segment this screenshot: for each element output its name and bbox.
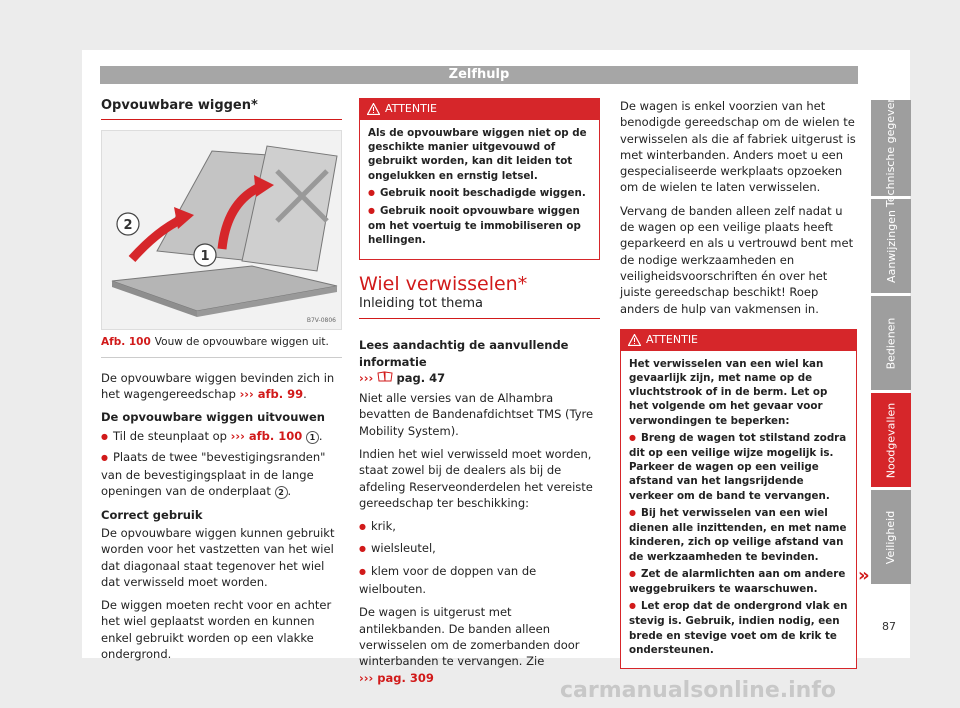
location-text: De opvouwbare wiggen bevinden zich in het wagengereedschap (101, 370, 335, 401)
read-info (359, 337, 600, 386)
paragraph-tools: Indien het wiel verwisseld moet worden, staat zowel bij de dealers als bij de afdeling Reserveonderdelen het vereiste gereedschap ter beschikking: (359, 447, 593, 510)
figure-wedges (101, 130, 342, 330)
warning-title: ATTENTIE (385, 102, 438, 115)
ref-afb-100[interactable]: ››› afb. 100 (230, 429, 303, 444)
tab-label: Noodgevallen (884, 402, 898, 478)
tab-label: Technische gegevens (884, 89, 898, 207)
list-item-text: krik, (370, 519, 396, 534)
warning-triangle-icon (628, 334, 641, 346)
warning-bullet (629, 567, 848, 596)
warning-bullet (629, 599, 848, 657)
bullet-marker (359, 541, 371, 555)
list-item-text: klem voor de doppen van de wielbouten. (359, 563, 537, 597)
watermark: carmanualsonline.info (560, 678, 836, 703)
read-info-text: Lees aandachtig de aanvullende informatie (359, 338, 569, 369)
bullet-marker (101, 429, 113, 443)
paragraph-location (101, 370, 342, 403)
bullet-1-end: . (318, 429, 323, 444)
warning-bullet (629, 506, 848, 564)
tab-technische-gegevens[interactable] (871, 89, 911, 207)
warning-bullet-text: Breng de wagen tot stilstand zodra dit op een veilige wijze mogelijk is. Parkeer de wagen op een veilige afstand van het langsrijdende verkeer om de band te vervangen. (629, 431, 847, 502)
warning-triangle-icon (367, 103, 380, 115)
warning-header (359, 98, 600, 120)
bullet-marker (359, 564, 371, 578)
callout-1: 1 (200, 249, 210, 265)
paragraph-tyres (359, 604, 600, 685)
section-title-wheel: Wiel verwisselen* (359, 272, 528, 295)
bullet-2-text: Plaats de twee "bevestigingsranden" van de bevestigingsplaat in de lange openingen van de onderplaat (101, 449, 326, 499)
step-number-1: 1 (306, 431, 319, 444)
warning-bullet (368, 204, 591, 248)
tab-bedienen[interactable] (871, 296, 911, 390)
warning-bullet-text: Zet de alarmlichten aan om andere weggebruikers te waarschuwen. (629, 567, 846, 595)
list-item (359, 518, 600, 536)
chapter-header: Zelfhulp (100, 66, 858, 84)
bullet-2-end: . (287, 484, 292, 499)
ref-pag-309[interactable]: ››› pag. 309 (359, 670, 434, 685)
warning-intro: Het verwisselen van een wiel kan gevaarlijk zijn, met name op de vluchtstrook of in de berm. Let op het volgende om het gevaar voor verwondingen te beperken: (629, 357, 828, 427)
warning-box-wedges (359, 98, 600, 260)
paragraph-versions: Niet alle versies van de Alhambra bevatten de Bandenafdichtset TMS (Tyre Mobility System). (359, 391, 594, 438)
continue-marker: » (858, 565, 870, 586)
wedge-illustration (102, 131, 341, 329)
caption-text: Vouw de opvouwbare wiggen uit. (154, 336, 329, 349)
bullet-marker (629, 600, 641, 612)
warning-bullet-text: Let erop dat de ondergrond vlak en stevig is. Gebruik, indien nodig, een brede en stevige voet om de krik te ondersteunen. (629, 600, 848, 656)
book-icon (377, 371, 393, 382)
warning-intro: Als de opvouwbare wiggen niet op de geschikte manier uitgevouwd of gebruikt worden, kan dit leiden tot ongelukken en ernstig letsel. (368, 127, 587, 182)
tyres-text: De wagen is uitgerust met antilekbanden. De banden alleen verwisselen om de zomerbanden door winterbanden te vervangen. Zie (359, 605, 580, 669)
bullet-marker (629, 432, 641, 444)
tab-noodgevallen[interactable] (871, 393, 911, 487)
warning-title: ATTENTIE (646, 332, 699, 346)
base-plate (112, 266, 337, 311)
ref-afb-99[interactable]: ››› afb. 99 (239, 386, 304, 401)
column-1 (101, 98, 342, 669)
warning-header (620, 329, 857, 351)
tab-label: Aanwijzingen (884, 209, 898, 283)
tab-veiligheid[interactable] (871, 490, 911, 584)
column-2 (359, 98, 600, 693)
bullet-marker (368, 187, 380, 199)
chapter-tabs (871, 89, 911, 587)
bullet-marker (359, 519, 371, 533)
column-3 (620, 98, 857, 669)
ref-pag-47[interactable]: pag. 47 (396, 370, 446, 385)
bullet-lift-plate (101, 428, 342, 446)
list-item (359, 540, 600, 558)
bullet-marker (629, 568, 641, 580)
warning-body (620, 351, 857, 669)
warning-bullet (368, 186, 591, 201)
paragraph-equipment: De wagen is enkel voorzien van het benodigde gereedschap om de wielen te verwisselen als die af fabriek uitgerust is met winterbanden. Anders moet u een gespecialiseerde werkplaats opzoeken om de wielen te laten verwisselen. (620, 99, 856, 195)
location-end: . (303, 386, 307, 401)
figure-caption (101, 334, 342, 357)
warning-box-wheel (620, 329, 857, 669)
callout-2: 2 (123, 218, 133, 234)
bullet-marker (629, 507, 641, 519)
list-item (359, 563, 600, 598)
caption-label: Afb. 100 (101, 336, 151, 349)
warning-bullet (629, 431, 848, 503)
tab-aanwijzingen[interactable] (871, 199, 911, 293)
bullet-marker (101, 450, 113, 464)
section-title-wedges: Opvouwbare wiggen* (101, 98, 342, 120)
heading-correct-use: Correct gebruik (101, 507, 203, 522)
warning-bullet-text: Gebruik nooit opvouwbare wiggen om het voertuig te immobiliseren op hellingen. (368, 205, 581, 247)
bullet-place-edges (101, 449, 342, 500)
read-info-arrows: ››› (359, 370, 374, 385)
paragraph-placement: De wiggen moeten recht voor en achter het wiel geplaatst worden en kunnen enkel gebruikt worden op een vlakke ondergrond. (101, 598, 332, 662)
tab-label: Bedienen (884, 317, 898, 369)
bullet-marker (368, 205, 380, 217)
paragraph-usage: De opvouwbare wiggen kunnen gebruikt worden voor het vastzetten van het wiel dat diagonaal staat tegenover het wiel dat verwisseld moet worden. (101, 525, 335, 589)
step-number-2: 2 (275, 486, 288, 499)
section-subtitle: Inleiding tot thema (359, 296, 600, 319)
page-number: 87 (882, 620, 896, 633)
tab-label: Veiligheid (884, 510, 898, 564)
heading-unfold: De opvouwbare wiggen uitvouwen (101, 410, 325, 425)
warning-body (359, 120, 600, 260)
bullet-1-text: Til de steunplaat op (112, 429, 227, 444)
list-item-text: wielsleutel, (370, 541, 436, 556)
paragraph-safety: Vervang de banden alleen zelf nadat u de wagen op een veilige plaats heeft geparkeerd en als u vertrouwd bent met de nodige werkzaamheden en veiligheidsvoorschriften én over het juiste gereedschap beschikt! Roep anders de hulp van vakmensen in. (620, 203, 854, 316)
figure-code: B7V-0806 (306, 317, 336, 325)
warning-bullet-text: Gebruik nooit beschadigde wiggen. (379, 186, 586, 199)
warning-bullet-text: Bij het verwisselen van een wiel dienen alle inzittenden, en met name kinderen, zich op veilige afstand van de werkzaamheden te bevinden. (629, 506, 847, 563)
